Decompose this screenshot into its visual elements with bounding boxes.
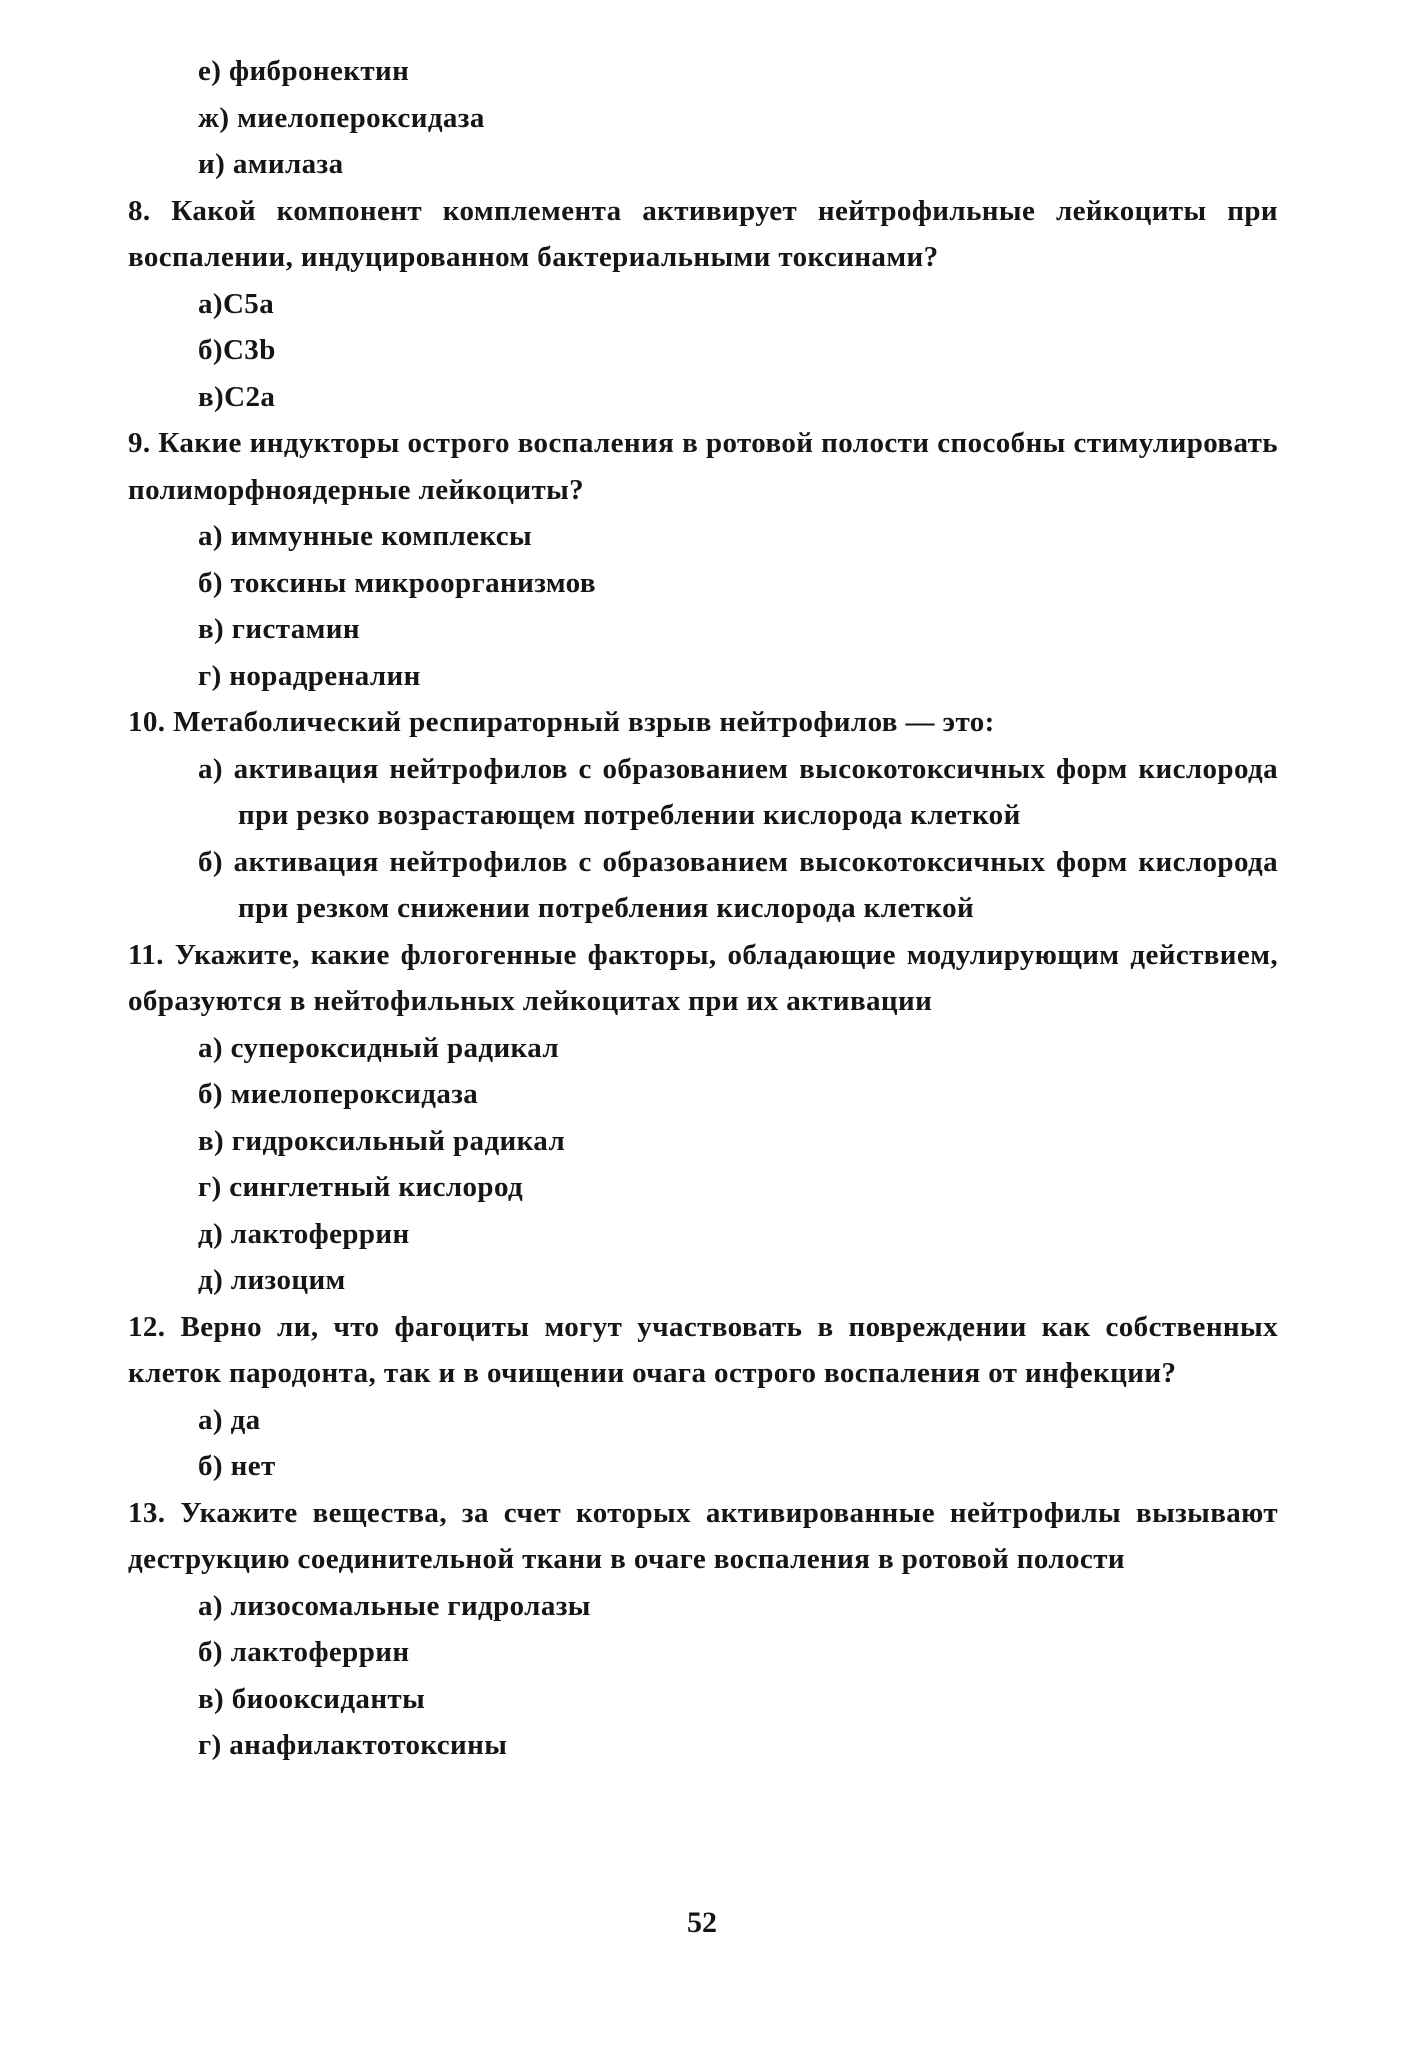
answer-option: г) анафилактотоксины <box>198 1729 508 1761</box>
answer-option-multiline: б) активация нейтрофилов с образованием высокотоксичных форм кислорода при резком снижении потребления кислорода клеткой <box>198 845 1278 924</box>
answer-option: а) да <box>198 1403 261 1436</box>
answer-option: б) миелопероксидаза <box>198 1078 479 1110</box>
answer-option: а) иммунные комплексы <box>198 520 533 552</box>
answer-option: а) супероксидный радикал <box>198 1031 560 1064</box>
question-11: 11. Укажите, какие флогогенные факторы, обладающие модулирующим действием, образуются в нейтофильных лейкоцитах при их активации <box>128 938 1278 1017</box>
answer-option: б) нет <box>198 1450 276 1482</box>
answer-option: б)С3b <box>198 334 276 366</box>
question-9: 9. Какие индукторы острого воспаления в ротовой полости способны стимулировать полиморфноядерные лейкоциты? <box>128 427 1278 506</box>
page-content <box>128 48 1278 1769</box>
answer-option: а)С5а <box>198 287 275 320</box>
answer-option: в) гистамин <box>198 613 360 645</box>
answer-option: г) синглетный кислород <box>198 1171 524 1203</box>
answer-option: д) лактоферрин <box>198 1217 410 1250</box>
answer-option-multiline: а) активация нейтрофилов с образованием высокотоксичных форм кислорода при резко возрастающем потреблении кислорода клеткой <box>198 752 1278 831</box>
page-number: 52 <box>687 1906 717 1939</box>
question-12: 12. Верно ли, что фагоциты могут участвовать в повреждении как собственных клеток пародонта, так и в очищении очага острого воспаления от инфекции? <box>128 1310 1278 1389</box>
answer-option: в) гидроксильный радикал <box>198 1124 566 1157</box>
answer-option: д) лизоцим <box>198 1264 346 1296</box>
answer-option: г) норадреналин <box>198 659 421 692</box>
answer-option: ж) миелопероксидаза <box>198 101 485 134</box>
answer-option: в) биооксиданты <box>198 1682 426 1715</box>
question-10: 10. Метаболический респираторный взрыв нейтрофилов — это: <box>128 706 995 738</box>
answer-option: б) лактоферрин <box>198 1636 410 1668</box>
answer-option: е) фибронектин <box>198 55 410 87</box>
answer-option: а) лизосомальные гидролазы <box>198 1589 591 1622</box>
answer-option: и) амилаза <box>198 148 344 180</box>
answer-option: б) токсины микроорганизмов <box>198 566 596 599</box>
answer-option: в)С2а <box>198 380 276 413</box>
question-8: 8. Какой компонент комплемента активирует нейтрофильные лейкоциты при воспалении, индуцированном бактериальными токсинами? <box>128 194 1278 273</box>
question-13: 13. Укажите вещества, за счет которых активированные нейтрофилы вызывают деструкцию соединительной ткани в очаге воспаления в ротовой полости <box>128 1496 1278 1575</box>
